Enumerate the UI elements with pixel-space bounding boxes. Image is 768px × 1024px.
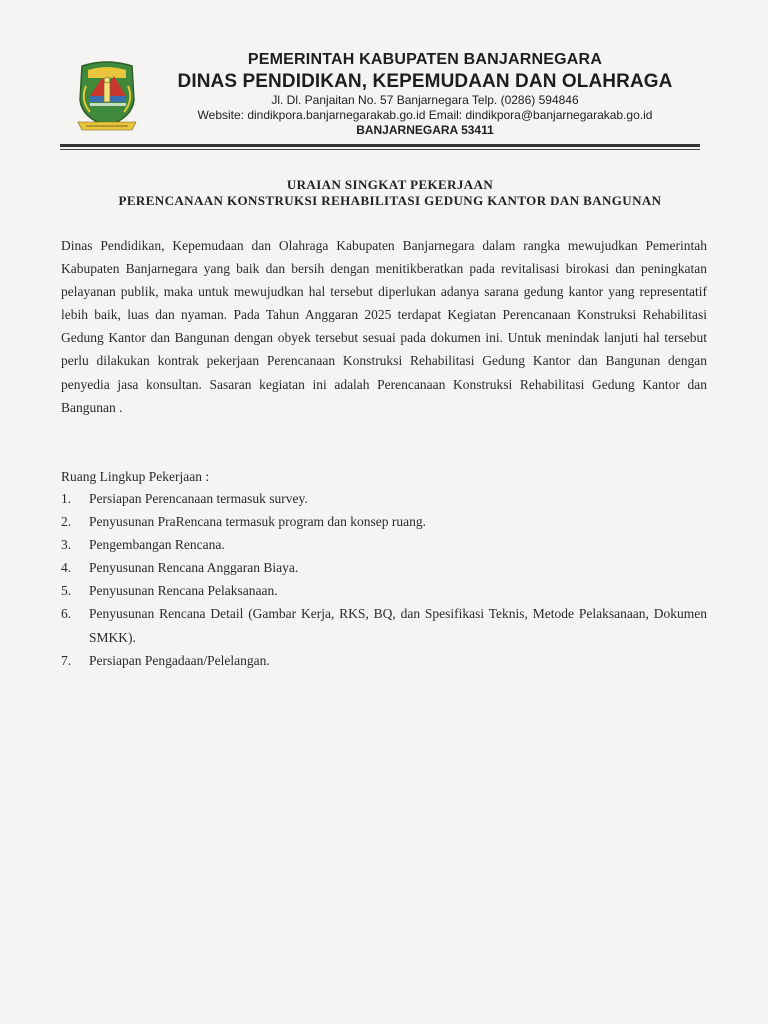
list-item-number: 5. — [61, 583, 72, 599]
list-item-number: 2. — [61, 514, 72, 530]
office-contact: Website: dindikpora.banjarnegarakab.go.id Email: dindikpora@banjarnegarakab.go.id — [197, 108, 653, 122]
list-item-text: Persiapan Pengadaan/Pelelangan. — [89, 652, 270, 668]
list-item-number: 6. — [61, 606, 72, 622]
department-name: DINAS PENDIDIKAN, KEPEMUDAAN DAN OLAHRAGA — [177, 71, 673, 92]
title-line-2: PERENCANAAN KONSTRUKSI REHABILITASI GEDUNG KANTOR DAN BANGUNAN — [118, 193, 662, 208]
office-city: BANJARNEGARA 53411 — [356, 123, 494, 137]
list-item-text: Pengembangan Rencana. — [89, 537, 225, 553]
scope-heading: Ruang Lingkup Pekerjaan : — [61, 469, 210, 484]
list-item — [61, 579, 707, 602]
list-item — [61, 649, 707, 672]
scope-list — [61, 487, 707, 672]
letterhead-divider-thick — [60, 144, 700, 147]
list-item-text: Persiapan Perencanaan termasuk survey. — [89, 491, 308, 506]
office-address: Jl. Dl. Panjaitan No. 57 Banjarnegara Telp. (0286) 594846 — [271, 93, 579, 107]
regency-emblem-icon — [72, 56, 142, 136]
letterhead — [160, 50, 690, 138]
document-title — [40, 177, 740, 209]
list-item-number: 1. — [61, 491, 72, 506]
list-item-text: Penyusunan Rencana Pelaksanaan. — [89, 583, 278, 599]
list-item-text: Penyusunan Rencana Anggaran Biaya. — [89, 560, 299, 576]
list-item — [61, 556, 707, 579]
list-item — [61, 602, 707, 648]
body-paragraph: Dinas Pendidikan, Kepemudaan dan Olahraga Kabupaten Banjarnegara dalam rangka mewujudkan Pemerintah Kabupaten Banjarnegara yang baik dan bersih dengan menitikberatkan pada revitalisasi birokasi dan peningkatan pelayanan publik, maka untuk mewujudkan hal tersebut diperlukan adanya sarana gedung kantor yang representatif lebih baik, luas dan nyaman. Pada Tahun Anggaran 2025 terdapat Kegiatan Perencanaan Konstruksi Rehabilitasi Gedung Kantor dan Bangunan dengan obyek tersebut sesuai pada dokumen ini. Untuk menindak lanjuti hal tersebut perlu dilakukan kontrak pekerjaan Perencanaan Konstruksi Rehabilitasi Gedung Kantor dan Bangunan dengan penyedia jasa konsultan. Sasaran kegiatan ini adalah Perencanaan Konstruksi Rehabilitasi Gedung Kantor dan Bangunan . — [61, 238, 707, 415]
letterhead-divider-thin — [60, 149, 700, 150]
list-item-text: Penyusunan Rencana Detail (Gambar Kerja, RKS, BQ, dan Spesifikasi Teknis, Metode Pelaksanaan, Dokumen SMKK). — [89, 606, 707, 645]
list-item-number: 3. — [61, 537, 72, 553]
list-item-text: Penyusunan PraRencana termasuk program dan konsep ruang. — [89, 514, 427, 530]
list-item — [61, 533, 707, 556]
government-name: PEMERINTAH KABUPATEN BANJARNEGARA — [247, 51, 603, 68]
list-item-number: 7. — [61, 652, 72, 668]
title-line-1: URAIAN SINGKAT PEKERJAAN — [286, 177, 494, 192]
list-item-number: 4. — [61, 560, 72, 576]
list-item — [61, 510, 707, 533]
list-item — [61, 487, 707, 510]
